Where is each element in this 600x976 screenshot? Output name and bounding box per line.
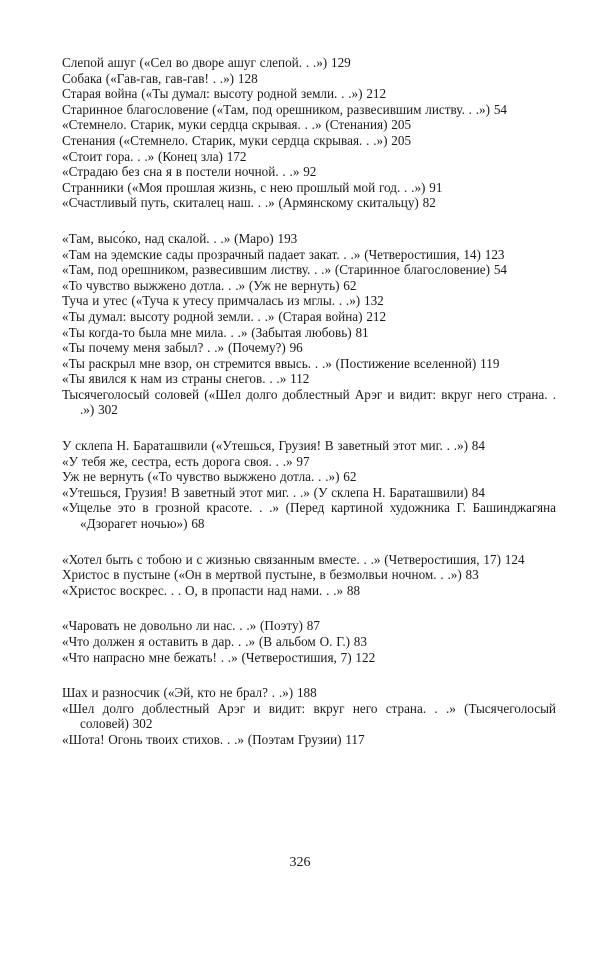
- index-entry: Старинное благословение («Там, под орешником, развесившим листву. . .») 54: [62, 101, 508, 117]
- index-entry: «Страдаю без сна я в постели ночной. . .» 92: [62, 164, 317, 180]
- index-entry: «Там на эдемские сады прозрачный падает закат. . .» (Четверостишия, 14) 123: [62, 246, 505, 262]
- index-entry: «Шел долго доблестный Арэг и видит: вкруг него страна. . .» (Тысячеголосый соловей) 302: [62, 700, 556, 732]
- index-group-ch: [62, 618, 556, 665]
- index-group-t: [62, 231, 556, 418]
- index-entry: «Ты когда-то была мне мила. . .» (Забытая любовь) 81: [62, 324, 369, 340]
- index-entry: Старая война («Ты думал: высоту родной земли. . .») 212: [62, 86, 387, 102]
- index-entry: «Счастливый путь, скиталец наш. . .» (Армянскому скитальцу) 82: [62, 195, 436, 211]
- index-entry: «Чаровать не довольно ли нас. . .» (Поэту) 87: [62, 618, 320, 634]
- index-group-u: [62, 438, 556, 532]
- index-entry: «Христос воскрес. . . О, в пропасти над нами. . .» 88: [62, 582, 361, 598]
- index-entry: Туча и утес («Туча к утесу примчалась из мглы. . .») 132: [62, 293, 384, 309]
- index-entry: «Что напрасно мне бежать! . .» (Четверостишия, 7) 122: [62, 649, 376, 665]
- index-entry: «Там, высо́ко, над скалой. . .» (Маро) 193: [62, 230, 298, 246]
- index-entry: Шах и разносчик («Эй, кто не брал? . .») 188: [62, 685, 317, 701]
- index-entry: «У тебя же, сестра, есть дорога своя. . .» 97: [62, 453, 310, 469]
- index-entry: Собака («Гав-гав, гав-гав! . .») 128: [62, 70, 258, 86]
- index-entry: «Ты явился к нам из страны снегов. . .» 112: [62, 371, 310, 387]
- index-entry: «Ты раскрыл мне взор, он стремится ввысь. . .» (Постижение вселенной) 119: [62, 355, 500, 371]
- index-entry: Странники («Моя прошлая жизнь, с нею прошлый мой год. . .») 91: [62, 179, 443, 195]
- index-entry: «Ты почему меня забыл? . .» (Почему?) 96: [62, 340, 303, 356]
- index-entry: «Стоит гора. . .» (Конец зла) 172: [62, 148, 247, 164]
- index-entry: Уж не вернуть («То чувство выжжено дотла. . .») 62: [62, 469, 357, 485]
- index-entry: «Что должен я оставить в дар. . .» (В альбом О. Г.) 83: [62, 634, 367, 649]
- index-entry: «Хотел быть с тобою и с жизнью связанным вместе. . .» (Четверостишия, 17) 124: [62, 551, 525, 567]
- index-entry: У склепа Н. Бараташвили («Утешься, Грузия! В заветный этот миг. . .») 84: [62, 438, 485, 454]
- index-group-kh: [62, 552, 556, 599]
- index-entry: Христос в пустыне («Он в мертвой пустыне, в безмолвьи ночном. . .») 83: [62, 567, 479, 583]
- index-entry: Тысячеголосый соловей («Шел долго доблестный Арэг и видит: вкруг него страна. . .») 302: [62, 386, 556, 418]
- index-group-s: [62, 55, 556, 211]
- index-page: [62, 55, 556, 748]
- index-entry: «Шота! Огонь твоих стихов. . .» (Поэтам Грузии) 117: [62, 731, 365, 747]
- index-entry: «Там, под орешником, развесившим листву. . .» (Старинное благословение) 54: [62, 262, 508, 278]
- index-entry: «Стемнело. Старик, муки сердца скрывая. . .» (Стенания) 205: [62, 117, 412, 133]
- index-entry: Слепой ашуг («Сел во дворе ашуг слепой. . .») 129: [62, 55, 351, 70]
- index-entry: Стенания («Стемнело. Старик, муки сердца скрывая. . .») 205: [62, 132, 412, 148]
- index-entry: «Ты думал: высоту родной земли. . .» (Старая война) 212: [62, 308, 387, 324]
- index-entry: «Утешься, Грузия! В заветный этот миг. . .» (У склепа Н. Бараташвили) 84: [62, 484, 485, 500]
- index-entry: «То чувство выжжено дотла. . .» (Уж не вернуть) 62: [62, 277, 357, 293]
- index-group-sh: [62, 685, 556, 747]
- page-number: 326: [289, 855, 311, 870]
- index-entry: «Ущелье это в грозной красоте. . .» (Перед картиной художника Г. Башинджагяна «Дзорагет ночью») 68: [62, 500, 556, 532]
